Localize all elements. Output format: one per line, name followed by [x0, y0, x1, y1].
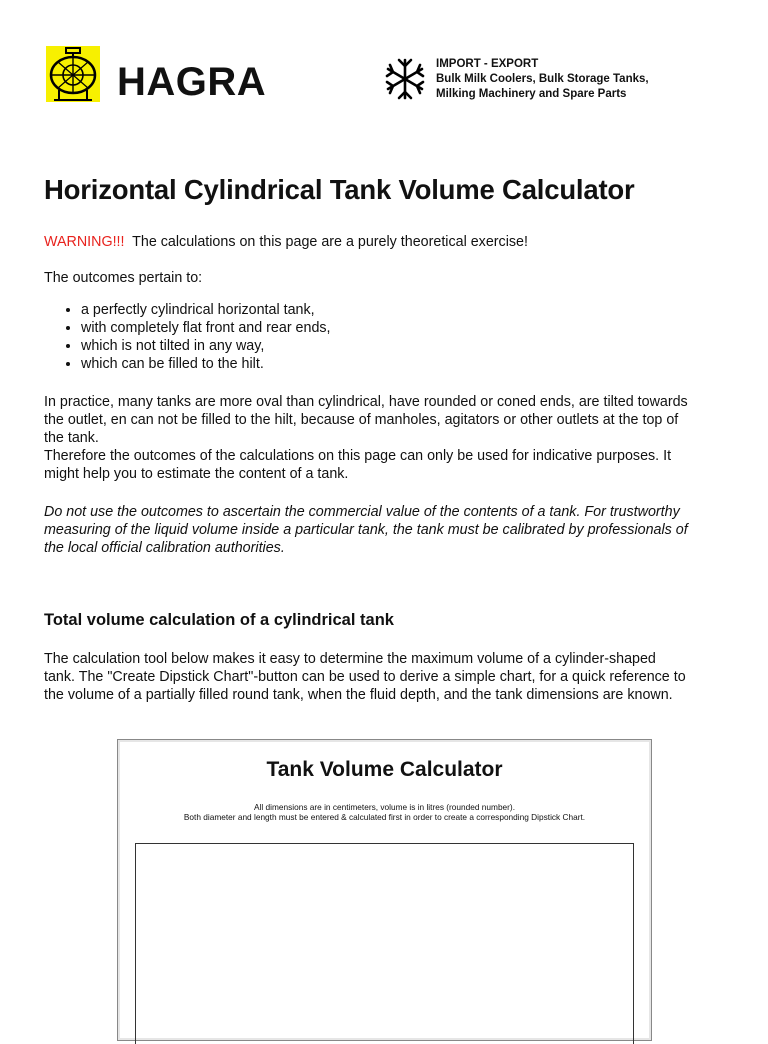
practice-paragraph	[44, 393, 726, 483]
text-line: The calculation tool below makes it easy to determine the maximum volume of a cylinder-shaped	[44, 651, 656, 667]
text-line: the volume of a partially filled round tank, when the fluid depth, and the tank dimensions are known.	[44, 687, 673, 703]
snowflake-icon	[384, 56, 426, 102]
text-line: the local official calibration authorities.	[44, 540, 285, 556]
tagline-line: Bulk Milk Coolers, Bulk Storage Tanks,	[436, 73, 649, 85]
list-item: • which can be filled to the hilt.	[81, 355, 331, 373]
site-header	[44, 44, 724, 114]
tagline-line: IMPORT - EXPORT	[436, 58, 539, 70]
tank-volume-calculator	[117, 739, 652, 1041]
section-title: Total volume calculation of a cylindrical tank	[44, 611, 394, 629]
text-line: measuring of the liquid volume inside a particular tank, the tank must be calibrated by professionals of	[44, 522, 688, 538]
calculator-title: Tank Volume Calculator	[266, 758, 503, 781]
text-line: the outlet, en can not be filled to the hilt, because of manholes, agitators or other outlets at the top of	[44, 412, 679, 428]
text-line: the tank.	[44, 430, 99, 446]
disclaimer-paragraph	[44, 503, 726, 557]
calculator-note	[118, 802, 651, 822]
company-tagline	[436, 57, 649, 102]
text-line: Therefore the outcomes of the calculations on this page can only be used for indicative purposes. It	[44, 448, 672, 464]
text-line: Do not use the outcomes to ascertain the commercial value of the contents of a tank. For trustworthy	[44, 504, 680, 520]
text-line: tank. The "Create Dipstick Chart"-button can be used to derive a simple chart, for a quick reference to	[44, 669, 686, 685]
section-paragraph	[44, 650, 726, 704]
page-title: Horizontal Cylindrical Tank Volume Calculator	[44, 174, 635, 205]
note-line: All dimensions are in centimeters, volume is in litres (rounded number).	[254, 802, 515, 812]
tagline-line: Milking Machinery and Spare Parts	[436, 88, 627, 100]
list-item: • which is not tilted in any way,	[81, 337, 331, 355]
text-line: In practice, many tanks are more oval than cylindrical, have rounded or coned ends, are tilted towards	[44, 394, 688, 410]
tank-logo-icon[interactable]	[46, 46, 100, 102]
warning-label: WARNING!!!	[44, 234, 125, 250]
brand-name[interactable]: HAGRA	[117, 60, 267, 104]
warning-paragraph	[44, 233, 726, 251]
calculator-form-area[interactable]	[135, 843, 634, 1044]
warning-text: The calculations on this page are a purely theoretical exercise!	[132, 234, 528, 250]
list-item: • with completely flat front and rear ends,	[81, 319, 331, 337]
intro-text: The outcomes pertain to:	[44, 270, 203, 286]
note-line: Both diameter and length must be entered & calculated first in order to create a corresponding Dipstick Chart.	[183, 812, 586, 822]
text-line: might help you to estimate the content of a tank.	[44, 466, 349, 482]
list-item: • a perfectly cylindrical horizontal tank,	[81, 301, 331, 319]
conditions-list	[44, 301, 331, 373]
